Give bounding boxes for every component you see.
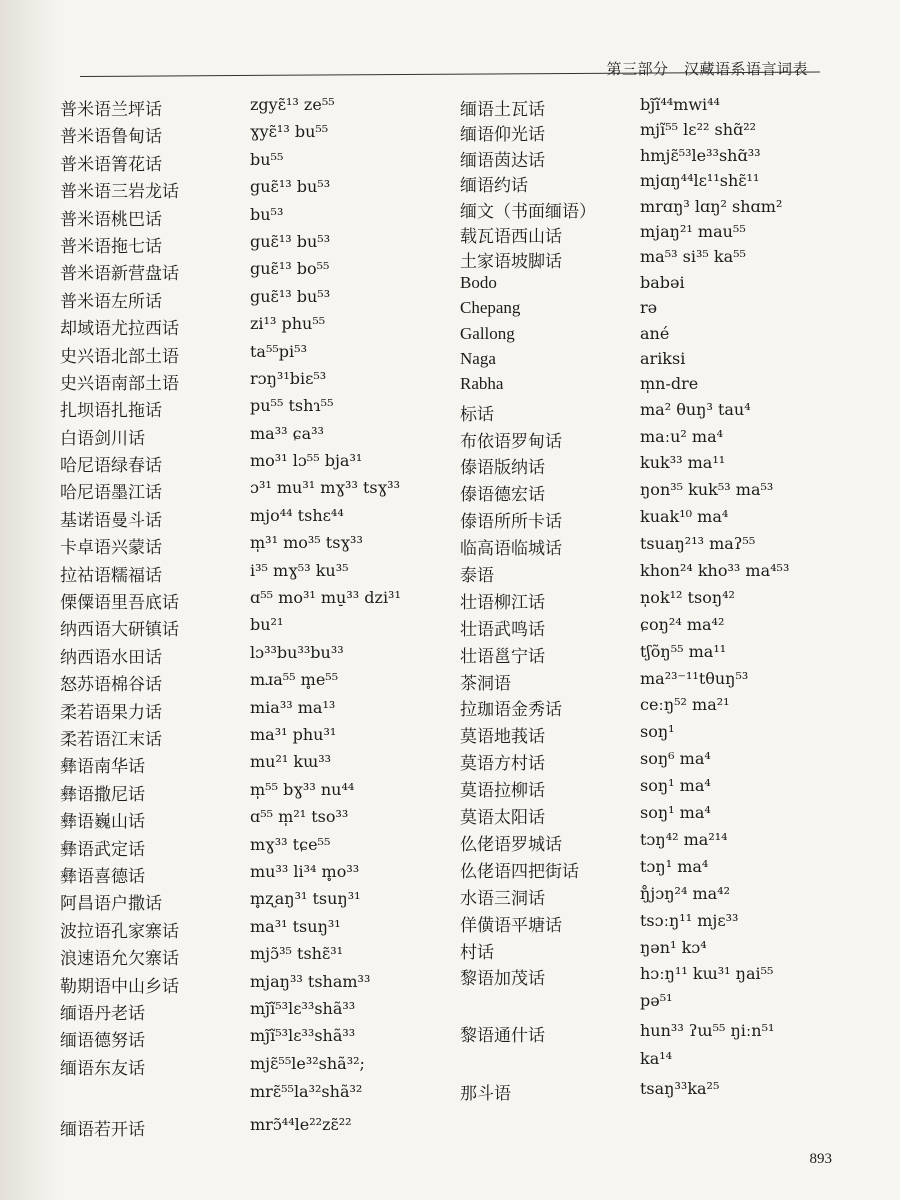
word-form: ta⁵⁵pi⁵³: [250, 341, 307, 361]
language-name: 那斗语: [460, 1084, 511, 1104]
language-name: Gallong: [460, 323, 515, 343]
word-list-row: [60, 725, 455, 752]
word-list-row: [460, 803, 860, 830]
word-list-row: [60, 1082, 455, 1115]
right-column: [460, 95, 860, 1106]
word-form: mia³³ ma¹³: [250, 697, 336, 717]
word-form: soŋ⁶ ma⁴: [640, 749, 711, 769]
language-name: 白语剑川话: [60, 428, 145, 448]
word-list-row: [60, 259, 455, 286]
word-list-row: [60, 643, 455, 670]
word-form: lɔ³³bu³³bu³³: [250, 642, 344, 662]
word-form: guɛ̃¹³ bu⁵³: [250, 286, 331, 306]
word-list-row: [60, 533, 455, 560]
word-form: ɣyɛ̃¹³ bu⁵⁵: [250, 122, 329, 142]
language-name: 拉祜语糯福话: [60, 565, 162, 585]
word-list-row: [460, 427, 860, 454]
word-list-row: [60, 1115, 455, 1143]
word-form: pu⁵⁵ tshɿ⁵⁵: [250, 396, 334, 416]
word-form: mu³³ li³⁴ m̥o³³: [250, 861, 360, 881]
word-form: mu²¹ kɯ³³: [250, 752, 332, 772]
word-list-row: [60, 999, 455, 1026]
language-name: 彝语南华话: [60, 757, 145, 777]
word-form: ariksi: [640, 348, 686, 368]
word-list-row: [60, 615, 455, 642]
word-form: m̥ʐaŋ³¹ tsuŋ³¹: [250, 889, 361, 909]
word-list-row: [60, 205, 455, 232]
word-list-row: [60, 807, 455, 834]
left-column: [60, 95, 455, 1143]
word-list-row: [60, 780, 455, 807]
language-name: 阿昌语户撒话: [60, 894, 162, 914]
word-form: zgyɛ̃¹³ ze⁵⁵: [250, 95, 335, 114]
word-form: tʃõŋ⁵⁵ ma¹¹: [640, 641, 727, 661]
word-form: soŋ¹ ma⁴: [640, 803, 711, 823]
word-form: guɛ̃¹³ bo⁵⁵: [250, 259, 330, 279]
page-gutter-shade: [0, 0, 60, 1200]
word-form: hmjɛ̃⁵³le³³shɑ̃³³: [640, 145, 761, 165]
language-name: 茶洞语: [460, 673, 511, 693]
word-list-row: [60, 342, 455, 369]
language-name: 普米语桃巴话: [60, 209, 162, 229]
word-list-row: [60, 588, 455, 615]
word-form: mjo⁴⁴ tshɛ⁴⁴: [250, 505, 344, 525]
word-form: guɛ̃¹³ bu⁵³: [250, 177, 331, 197]
language-name: 哈尼语绿春话: [60, 456, 162, 476]
word-list-row: [60, 287, 455, 314]
word-list-row: [60, 95, 455, 122]
word-list-row: [460, 480, 860, 507]
word-form: m̩⁵⁵ bɣ³³ nu⁴⁴: [250, 779, 355, 799]
word-list-row: [60, 122, 455, 149]
word-form: ɑ⁵⁵ mo³¹ mu̠³³ dzi³¹: [250, 588, 401, 608]
word-form: soŋ¹: [640, 722, 675, 742]
word-list-row: [60, 1054, 455, 1082]
word-form: tsɔːŋ¹¹ mjɛ³³: [640, 910, 739, 930]
word-list-row: [460, 374, 860, 399]
word-list-row: [60, 451, 455, 478]
word-list-row: [60, 835, 455, 862]
word-list-row: [460, 247, 860, 272]
word-form: ɔ³¹ mu³¹ mɣ³³ tsɣ³³: [250, 478, 400, 498]
language-name: 莫语方村话: [460, 754, 545, 774]
language-name: 彝语喜德话: [60, 866, 145, 886]
language-name: 基诺语曼斗话: [60, 510, 162, 530]
language-name: 纳西语大研镇话: [60, 620, 179, 640]
word-list-row: [60, 972, 455, 999]
language-name: 缅语茵达话: [460, 150, 545, 170]
word-form: ka¹⁴: [640, 1049, 673, 1069]
word-list-row: [60, 478, 455, 505]
language-name: 壮语柳江话: [460, 592, 545, 612]
word-form: m̩n-dre: [640, 374, 699, 394]
word-form: ŋən¹ kɔ⁴: [640, 937, 707, 957]
word-form: m̩³¹ mo³⁵ tsɣ³³: [250, 533, 363, 553]
word-list-row: [60, 917, 455, 944]
word-list-row: [460, 400, 860, 427]
language-name: 怒苏语棉谷话: [60, 675, 162, 695]
word-form: ané: [640, 323, 670, 343]
language-name: Rabha: [460, 374, 504, 394]
word-list-row: [460, 588, 860, 615]
word-form: mjaŋ²¹ mau⁵⁵: [640, 221, 746, 241]
word-form: ŋon³⁵ kuk⁵³ ma⁵³: [640, 480, 774, 500]
word-list-row: [460, 695, 860, 722]
word-list-row: [460, 561, 860, 588]
word-form: kuak¹⁰ ma⁴: [640, 507, 729, 527]
word-form: tsaŋ³³ka²⁵: [640, 1079, 720, 1099]
word-form: ma³³ ɕa³³: [250, 423, 324, 443]
language-name: 普米语鲁甸话: [60, 127, 162, 147]
word-form: mjaŋ³³ tsham³³: [250, 971, 371, 991]
word-list-row: [60, 150, 455, 177]
language-name: 浪速语允欠寨话: [60, 949, 179, 969]
language-name: 水语三洞话: [460, 888, 545, 908]
word-form: khon²⁴ kho³³ ma⁴⁵³: [640, 561, 790, 581]
word-form: mɹa⁵⁵ m̥e⁵⁵: [250, 670, 339, 690]
word-form: mj̃ĩ⁵³lɛ³³shã³³: [250, 998, 356, 1018]
language-name: 仫佬语罗城话: [460, 834, 562, 854]
word-list-row: [460, 273, 860, 298]
language-name: 普米语三岩龙话: [60, 182, 179, 202]
word-form: rɔŋ³¹biɛ⁵³: [250, 368, 327, 388]
word-form: mo³¹ lɔ⁵⁵ bja³¹: [250, 451, 363, 471]
word-form: mrɔ̃⁴⁴le²²zɛ̃²²: [250, 1115, 352, 1135]
language-name: 普米语兰坪话: [60, 100, 162, 119]
word-form: maːu² ma⁴: [640, 426, 724, 446]
word-list-row: [460, 857, 860, 884]
word-form: ceːŋ⁵² ma²¹: [640, 695, 730, 715]
language-name: Bodo: [460, 272, 497, 292]
word-list-row: [460, 830, 860, 857]
language-name: 缅语仰光话: [460, 125, 545, 145]
word-form: babəi: [640, 272, 685, 292]
word-form: guɛ̃¹³ bu⁵³: [250, 231, 331, 251]
language-name: 柔若语江末话: [60, 729, 162, 749]
language-name: 彝语巍山话: [60, 812, 145, 832]
word-form: rə: [640, 298, 658, 318]
word-form: n̩ok¹² tsoŋ⁴²: [640, 587, 735, 607]
word-list-row: [60, 698, 455, 725]
word-form: mjɛ̃⁵⁵le³²shã³²;: [250, 1054, 365, 1074]
word-list-row: [460, 722, 860, 749]
word-list-row: [460, 642, 860, 669]
word-list-row: [460, 884, 860, 911]
language-name: 仫佬语四把街话: [460, 861, 579, 881]
word-form: tɔŋ¹ ma⁴: [640, 856, 709, 876]
word-list-row: [60, 889, 455, 916]
word-form: ɕoŋ²⁴ ma⁴²: [640, 614, 725, 634]
word-form: hun³³ ʔɯ⁵⁵ ŋiːn⁵¹: [640, 1021, 775, 1041]
word-list-row: [460, 146, 860, 171]
language-name: 标话: [460, 404, 494, 424]
word-form: ma²³⁻¹¹tθuŋ⁵³: [640, 668, 749, 688]
word-list-row: [460, 1021, 860, 1049]
language-name: 傈僳语里吾底话: [60, 593, 179, 613]
word-form: mɣ³³ tɕe⁵⁵: [250, 834, 331, 854]
word-list-row: [60, 561, 455, 588]
word-form: zi¹³ phu⁵⁵: [250, 314, 326, 334]
language-name: 普米语箐花话: [60, 154, 162, 174]
language-name: 扎坝语扎拖话: [60, 401, 162, 421]
language-name: 傣语版纳话: [460, 458, 545, 478]
word-list-row: [460, 964, 860, 991]
language-name: Chepang: [460, 298, 521, 318]
word-form: ma³¹ tsuŋ³¹: [250, 916, 341, 936]
language-name: 彝语撒尼话: [60, 784, 145, 804]
word-list-row: [60, 396, 455, 423]
word-list-row: [460, 669, 860, 696]
word-list-row: [460, 911, 860, 938]
page-number: 893: [809, 1151, 832, 1167]
language-name: 缅语约话: [460, 176, 528, 196]
word-form: kuk³³ ma¹¹: [640, 453, 726, 473]
word-list-row: [60, 944, 455, 971]
running-head: 第三部分 汉藏语系语言词表: [606, 62, 808, 78]
language-name: 普米语拖七话: [60, 236, 162, 256]
language-name: 黎语通什话: [460, 1026, 545, 1046]
word-form: tsuaŋ²¹³ maʔ⁵⁵: [640, 534, 756, 554]
word-list-row: [60, 314, 455, 341]
language-name: 莫语太阳话: [460, 808, 545, 828]
word-list-row: [460, 534, 860, 561]
language-name: 史兴语北部土语: [60, 346, 179, 366]
word-form: pə⁵¹: [640, 991, 673, 1011]
word-list-row: [460, 615, 860, 642]
language-name: 傣语所所卡话: [460, 512, 562, 532]
word-list-row: [60, 506, 455, 533]
word-list-row: [60, 369, 455, 396]
language-name: 布依语罗甸话: [460, 431, 562, 451]
language-name: 壮语邕宁话: [460, 646, 545, 666]
word-form: bj̃ĩ⁴⁴mwi⁴⁴: [640, 95, 720, 114]
word-form: ŋ̊jɔŋ²⁴ ma⁴²: [640, 883, 730, 903]
word-form: bu²¹: [250, 615, 284, 635]
word-form: mjĩ⁵⁵ lɛ²² shɑ̃²²: [640, 120, 757, 140]
word-list-row: [60, 670, 455, 697]
language-name: 缅语若开话: [60, 1120, 145, 1140]
word-list-row: [460, 222, 860, 247]
language-name: 临高语临城话: [460, 539, 562, 559]
word-list-row: [60, 177, 455, 204]
word-form: mj̃ĩ⁵³lɛ³³shã³³: [250, 1026, 356, 1046]
language-name: 壮语武鸣话: [460, 619, 545, 639]
word-list-row: [460, 95, 860, 120]
language-name: 莫语地莪话: [460, 727, 545, 747]
language-name: 柔若语果力话: [60, 702, 162, 722]
language-name: 哈尼语墨江话: [60, 483, 162, 503]
language-name: 载瓦语西山话: [460, 226, 562, 246]
language-name: 史兴语南部土语: [60, 373, 179, 393]
word-form: ɑ⁵⁵ m̩²¹ tso³³: [250, 807, 349, 827]
language-name: 缅语土瓦话: [460, 100, 545, 119]
word-list-row: [60, 424, 455, 451]
word-list-row: [60, 232, 455, 259]
language-name: 傣语德宏话: [460, 485, 545, 505]
word-form: bu⁵³: [250, 204, 284, 224]
language-name: 普米语新营盘话: [60, 264, 179, 284]
word-list-row: [60, 1026, 455, 1054]
language-name: 普米语左所话: [60, 291, 162, 311]
word-list-row: [460, 991, 860, 1021]
word-list-row: [60, 752, 455, 779]
word-list-row: [460, 749, 860, 776]
language-name: 黎语加茂话: [460, 969, 545, 989]
language-name: 泰语: [460, 566, 494, 586]
word-list-row: [460, 349, 860, 374]
language-name: 波拉语孔家寨话: [60, 921, 179, 941]
word-form: hɔːŋ¹¹ kɯ³¹ ŋai⁵⁵: [640, 964, 774, 984]
language-name: 缅语德努话: [60, 1031, 145, 1051]
language-name: 纳西语水田话: [60, 647, 162, 667]
language-name: 拉珈语金秀话: [460, 700, 562, 720]
word-list-row: [460, 507, 860, 534]
word-list-row: [460, 298, 860, 323]
word-form: mjɔ̃³⁵ tshɛ̃³¹: [250, 944, 344, 964]
word-list-row: [460, 1049, 860, 1079]
word-list-row: [460, 197, 860, 222]
language-name: 却域语尤拉西话: [60, 319, 179, 339]
language-name: 土家语坡脚话: [460, 252, 562, 272]
language-name: 卡卓语兴蒙话: [60, 538, 162, 558]
language-name: 缅语丹老话: [60, 1003, 145, 1023]
word-list-row: [460, 120, 860, 145]
word-form: tɔŋ⁴² ma²¹⁴: [640, 829, 728, 849]
word-list-row: [460, 938, 860, 965]
word-form: mjɑŋ⁴⁴lɛ¹¹shɛ̃¹¹: [640, 171, 760, 191]
language-name: Naga: [460, 348, 496, 368]
word-form: ma² θuŋ³ tau⁴: [640, 399, 751, 419]
word-form: soŋ¹ ma⁴: [640, 776, 711, 796]
word-form: ma³¹ phu³¹: [250, 724, 337, 744]
language-name: 村话: [460, 942, 494, 962]
word-list-row: [460, 776, 860, 803]
word-form: ma⁵³ si³⁵ ka⁵⁵: [640, 247, 746, 267]
language-name: 缅文（书面缅语）: [460, 201, 596, 221]
word-form: mrɛ̃⁵⁵la³²shã³²: [250, 1082, 363, 1102]
word-form: i³⁵ mɣ⁵³ ku³⁵: [250, 560, 349, 580]
word-list-row: [60, 862, 455, 889]
word-form: mrɑŋ³ lɑŋ² shɑm²: [640, 196, 783, 216]
word-list-row: [460, 171, 860, 196]
word-list-row: [460, 453, 860, 480]
language-name: 彝语武定话: [60, 839, 145, 859]
language-name: 莫语拉柳话: [460, 781, 545, 801]
language-name: 佯僙语平塘话: [460, 915, 562, 935]
language-name: 缅语东友话: [60, 1059, 145, 1079]
word-form: bu⁵⁵: [250, 149, 284, 169]
language-name: 勒期语中山乡话: [60, 976, 179, 996]
word-list-row: [460, 1079, 860, 1106]
word-list-row: [460, 324, 860, 349]
